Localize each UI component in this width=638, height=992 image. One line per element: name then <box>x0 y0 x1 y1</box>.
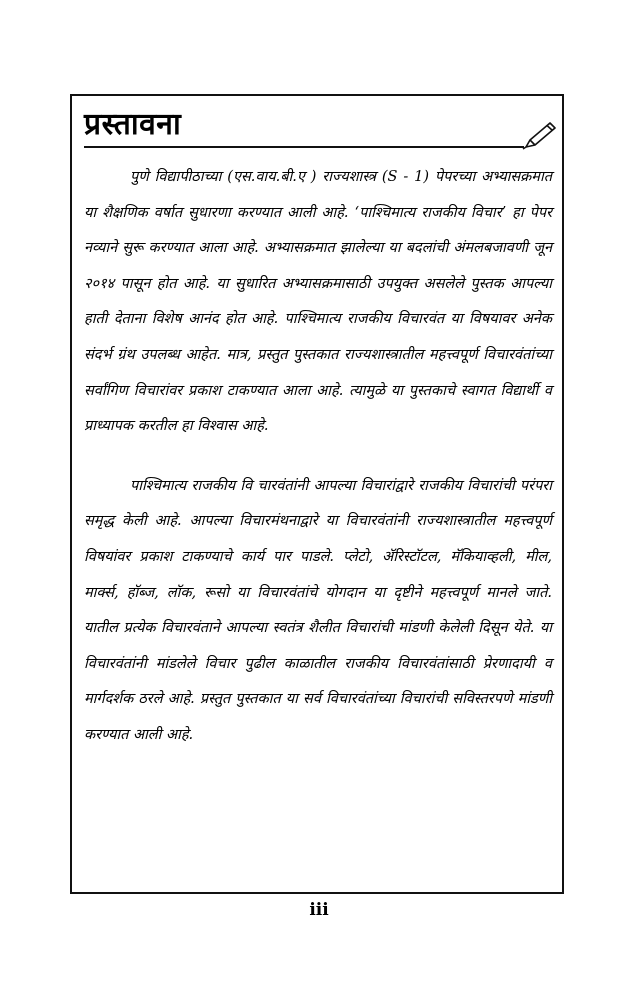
page-number: iii <box>309 900 329 920</box>
pen-icon <box>522 120 558 150</box>
preface-body <box>84 160 552 754</box>
title-underline <box>84 146 524 148</box>
paragraph-1: पुणे विद्यापीठाच्या (एस.वाय.बी.ए ) राज्यशास्त्र (S - 1) पेपरच्या अभ्यासक्रमात या शैक्षणिक वर्षात सुधारणा करण्यात आली आहे. ‘पाश्चिमात्य राजकीय विचार’ हा पेपर नव्याने सुरू करण्यात आला आहे. अभ्यासक्रमात झालेल्या या बदलांची अंमलबजावणी जून २०१४ पासून होत आहे. या सुधारित अभ्यासक्रमासाठी उपयुक्त असलेले पुस्तक आपल्या हाती देताना विशेष आनंद होत आहे. पाश्चिमात्य राजकीय विचारवंत या विषयावर अनेक संदर्भ ग्रंथ उपलब्ध आहेत. मात्र, प्रस्तुत पुस्तकात राज्यशास्त्रातील महत्त्वपूर्ण विचारवंतांच्या सर्वांगिण विचारांवर प्रकाश टाकण्यात आला आहे. त्यामुळे या पुस्तकाचे स्वागत विद्यार्थी व प्राध्यापक करतील हा विश्वास आहे. <box>84 169 552 435</box>
paragraph-2: पाश्चिमात्य राजकीय वि चारवंतांनी आपल्या विचारांद्वारे राजकीय विचारांची परंपरा समृद्ध केली आहे. आपल्या विचारमंथनाद्वारे या विचारवंतांनी राज्यशास्त्रातील महत्त्वपूर्ण विषयांवर प्रकाश टाकण्याचे कार्य पार पाडले. प्लेटो, ॲरिस्टॉटल, मॅकियाव्हली, मील, मार्क्स, हॉब्ज, लॉक, रूसो या विचारवंतांचे योगदान या दृष्टीने महत्त्वपूर्ण मानले जाते. यातील प्रत्येक विचारवंताने आपल्या स्वतंत्र शैलीत विचारांची मांडणी केलेली दिसून येते. या विचारवंतांनी मांडलेले विचार पुढील काळातील राजकीय विचारवंतांसाठी प्रेरणादायी व मार्गदर्शक ठरले आहे. प्रस्तुत पुस्तकात या सर्व विचारवंतांच्या विचारांची सविस्तरपणे मांडणी करण्यात आली आहे. <box>84 477 552 743</box>
preface-header <box>84 104 554 152</box>
preface-frame <box>70 94 564 894</box>
page-title: प्रस्तावना <box>84 107 182 142</box>
